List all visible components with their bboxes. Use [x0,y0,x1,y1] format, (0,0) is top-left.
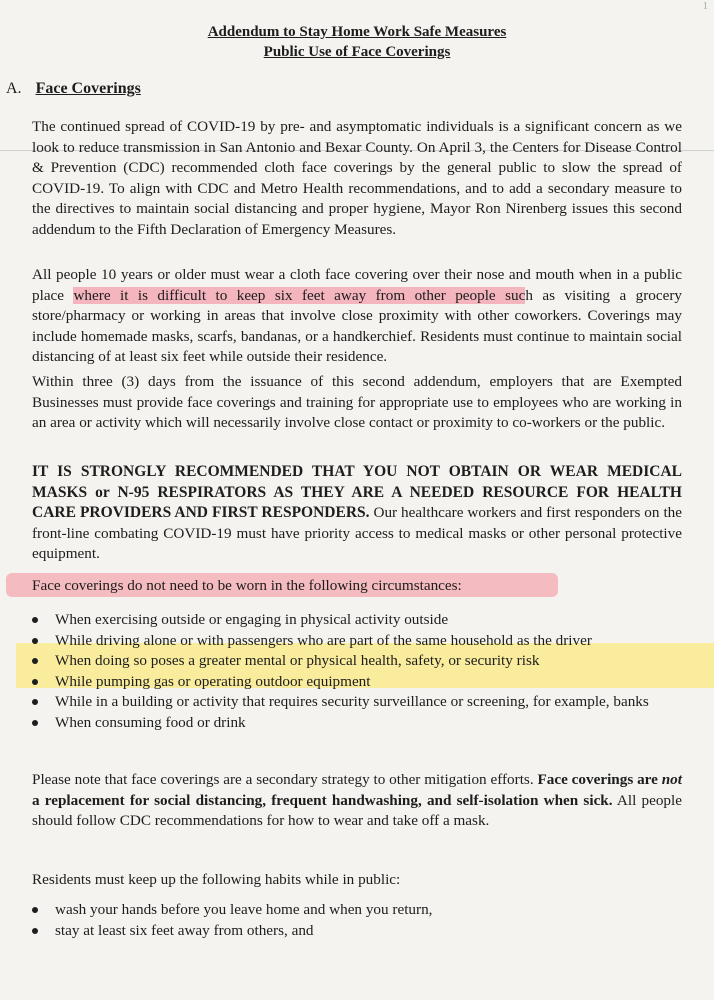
note-bold-2: a replacement for social distancing, frequent handwashing, and self-isolation when sick. [32,791,613,809]
paragraph-intro: The continued spread of COVID-19 by pre- and asymptomatic individuals is a significant concern as we look to reduce transmission in San Antonio and Bexar County. On April 3, the Centers for Disease Control & Prevention (CDC) recommended cloth face coverings by the general public to slow the spread of COVID-19. To align with CDC and Metro Health recommendations, and to add a secondary measure to the directives to maintain social distancing and proper hygiene, Mayor Ron Nirenberg issues this second addendum to the Fifth Declaration of Emergency Measures. [32,118,682,238]
section-title: Face Coverings [35,80,141,97]
list-item: When exercising outside or engaging in physical activity outside [30,610,690,631]
note-italic: not [661,771,682,788]
habits-intro: Residents must keep up the following habits while in public: [32,871,401,888]
list-item: While pumping gas or operating outdoor equipment [30,672,690,693]
requirement-text-start: All people 10 years or older must wear a cloth face covering over their nose and mouth when in a public place [32,266,682,304]
requirement-text-end: h as visiting a grocery store/pharmacy or working in areas that involve close proximity with other coworkers. Coverings may include homemade masks, scarfs, bandanas, or a handkerchief. Residents must continue to maintain social distancing of at least six feet while outside their residence. [32,286,682,365]
page-mark: 1 [702,0,708,12]
list-item: While in a building or activity that requires security surveillance or screening, for example, banks [30,692,690,713]
document-title: Addendum to Stay Home Work Safe Measures [207,24,507,40]
paragraph-employers: Within three (3) days from the issuance of this second addendum, employers that are Exempted Businesses must provide face coverings and training for appropriate use to employees who are working in an area or activity which will necessarily involve close contact or proximity to co-workers or the public. [32,373,682,431]
document-subtitle: Public Use of Face Coverings [263,44,451,60]
note-end: All people should follow CDC recommendations for how to wear and take off a mask. [32,791,682,829]
paragraph-medical-masks [32,462,682,565]
paragraph-requirement [32,265,682,368]
exceptions-intro: Face coverings do not need to be worn in the following circumstances: [32,577,462,594]
exceptions-list [30,610,690,733]
habits-list [30,900,690,941]
medical-masks-rest: Our healthcare workers and first responders on the front-line combating COVID-19 must have priority access to medical masks or other personal protective equipment. [32,504,683,562]
note-bold-1: Face coverings are [537,771,662,788]
list-item: When doing so poses a greater mental or physical health, safety, or security risk [30,651,690,672]
list-item: While driving alone or with passengers who are part of the same household as the driver [30,631,690,652]
list-item: wash your hands before you leave home and when you return, [30,900,690,921]
medical-masks-warning: IT IS STRONGLY RECOMMENDED THAT YOU NOT OBTAIN OR WEAR MEDICAL MASKS or N-95 RESPIRATORS AS THEY ARE A NEEDED RESOURCE FOR HEALTH CARE PROVIDERS AND FIRST RESPONDERS. [32,463,682,521]
list-item: When consuming food or drink [30,713,690,734]
list-item: stay at least six feet away from others, and [30,921,690,942]
paragraph-note [32,770,682,832]
section-heading [6,80,141,98]
note-start: Please note that face coverings are a secondary strategy to other mitigation efforts. [32,771,538,788]
requirement-highlight: where it is difficult to keep six feet away from other people suc [73,286,526,304]
section-letter: A. [6,80,22,97]
